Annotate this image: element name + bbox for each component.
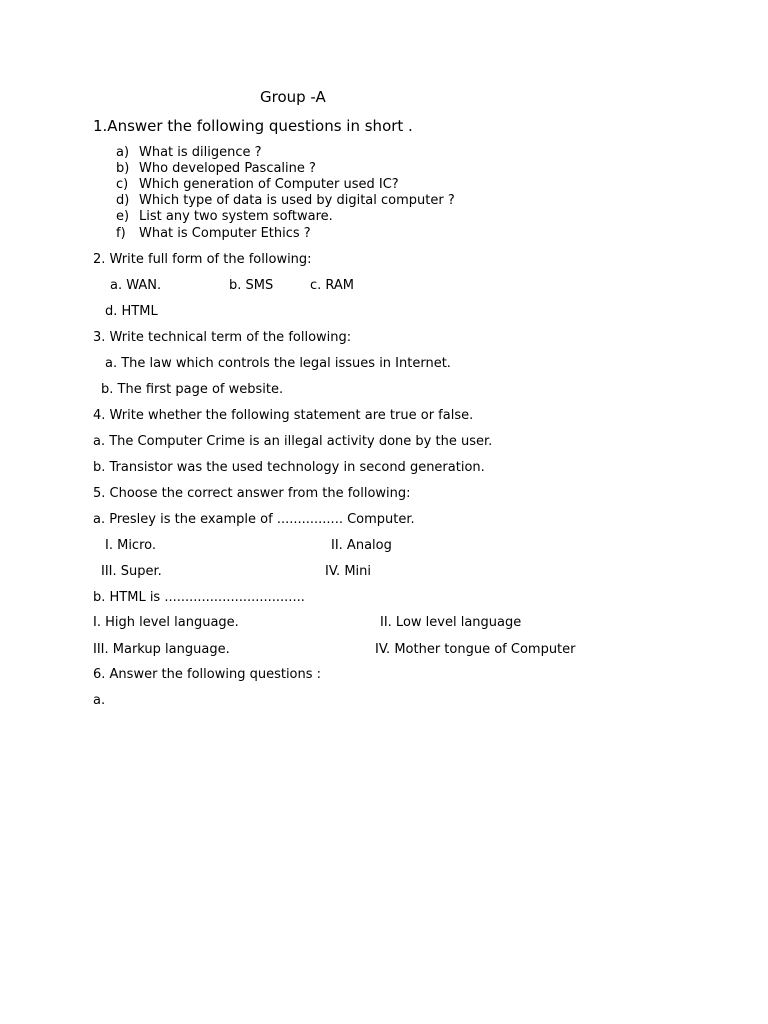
list-item-label: f): [116, 226, 126, 241]
q2-option-a: a. WAN.: [110, 278, 162, 293]
q1-heading: 1.Answer the following questions in short .: [93, 117, 413, 135]
q5a-question: a. Presley is the example of ................ Computer.: [93, 512, 415, 527]
list-item-text: What is diligence ?: [139, 145, 262, 160]
q3-item-a: a. The law which controls the legal issues in Internet.: [105, 356, 451, 371]
list-item-label: a): [116, 145, 130, 160]
q4-item-a: a. The Computer Crime is an illegal activity done by the user.: [93, 434, 493, 449]
q5a-option-2: II. Analog: [331, 538, 392, 553]
q2-option-d: d. HTML: [105, 304, 158, 319]
q5a-option-4: IV. Mini: [325, 564, 371, 579]
q5a-option-3: III. Super.: [101, 564, 162, 579]
q5b-option-3: III. Markup language.: [93, 642, 230, 657]
list-item-text: What is Computer Ethics ?: [139, 226, 311, 241]
q5b-option-1: I. High level language.: [93, 615, 239, 630]
q5a-option-1: I. Micro.: [105, 538, 156, 553]
list-item-text: List any two system software.: [139, 209, 333, 224]
q4-item-b: b. Transistor was the used technology in second generation.: [93, 460, 485, 475]
q2-heading: 2. Write full form of the following:: [93, 252, 312, 267]
list-item-text: Who developed Pascaline ?: [139, 161, 316, 176]
q5b-option-4: IV. Mother tongue of Computer: [375, 642, 576, 657]
q4-heading: 4. Write whether the following statement are true or false.: [93, 408, 474, 423]
list-item-label: e): [116, 209, 130, 224]
q5b-question: b. HTML is ..................................: [93, 590, 305, 605]
q6-item-a: a.: [93, 693, 106, 708]
q5b-option-2: II. Low level language: [380, 615, 522, 630]
q2-option-b: b. SMS: [229, 278, 274, 293]
group-title: Group -A: [260, 88, 326, 106]
q3-heading: 3. Write technical term of the following:: [93, 330, 352, 345]
q3-item-b: b. The first page of website.: [101, 382, 284, 397]
q2-option-c: c. RAM: [310, 278, 355, 293]
q6-heading: 6. Answer the following questions :: [93, 667, 322, 682]
list-item-label: d): [116, 193, 130, 208]
list-item-text: Which generation of Computer used IC?: [139, 177, 399, 192]
list-item-text: Which type of data is used by digital computer ?: [139, 193, 455, 208]
list-item-label: c): [116, 177, 129, 192]
q5-heading: 5. Choose the correct answer from the following:: [93, 486, 411, 501]
list-item-label: b): [116, 161, 130, 176]
